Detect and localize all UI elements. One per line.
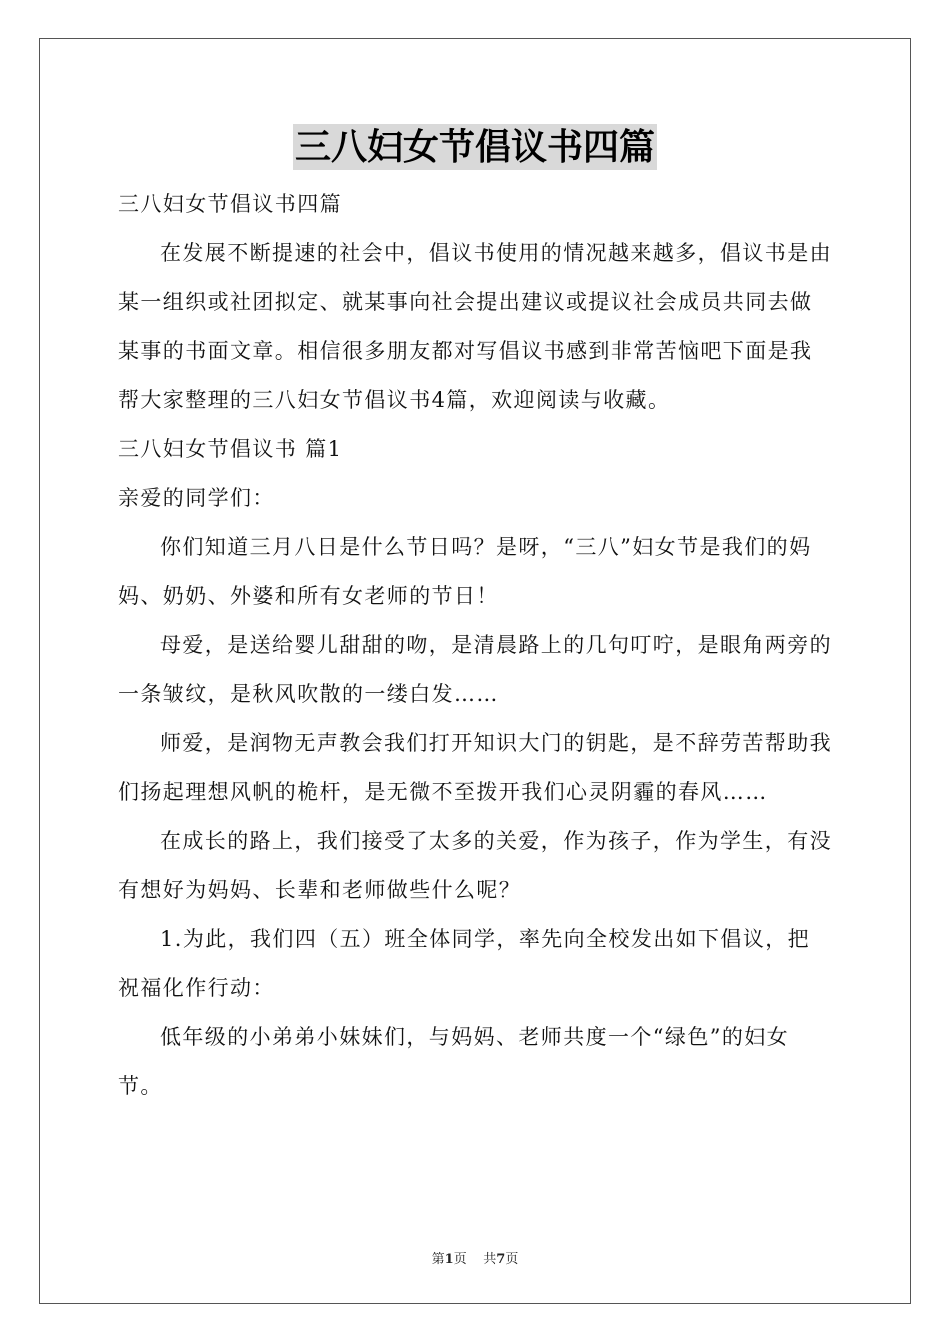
document-body	[118, 180, 832, 1111]
body-paragraph: 亲爱的同学们：	[118, 486, 275, 510]
page-footer	[0, 1248, 950, 1267]
body-paragraph: 在成长的路上，我们接受了太多的关爱，作为孩子，作为学生，有没有想好为妈妈、长辈和老师做些什么呢？	[118, 829, 832, 902]
footer-page-number: 1	[444, 1252, 454, 1267]
body-paragraph: 低年级的小弟弟小妹妹们，与妈妈、老师共度一个“绿色”的妇女节。	[118, 1025, 790, 1098]
document-title: 三八妇女节倡议书四篇	[294, 126, 655, 168]
body-paragraph: 三八妇女节倡议书 篇1	[118, 437, 343, 461]
body-paragraph: 你们知道三月八日是什么节日吗？是呀，“三八”妇女节是我们的妈妈、奶奶、外婆和所有女老师的节日！	[118, 535, 812, 608]
footer-page-suffix: 页	[453, 1252, 467, 1267]
body-paragraph: 三八妇女节倡议书四篇	[118, 192, 342, 216]
footer-total-pages: 7	[496, 1252, 506, 1267]
body-paragraph: 师爱，是润物无声教会我们打开知识大门的钥匙，是不辞劳苦帮助我们扬起理想风帆的桅杆，是无微不至拨开我们心灵阴霾的春风……	[118, 731, 832, 804]
body-paragraph: 在发展不断提速的社会中，倡议书使用的情况越来越多，倡议书是由某一组织或社团拟定、就某事向社会提出建议或提议社会成员共同去做某事的书面文章。相信很多朋友都对写倡议书感到非常苦恼吧下面是我帮大家整理的三八妇女节倡议书4篇，欢迎阅读与收藏。	[118, 241, 832, 412]
body-paragraph: 母爱，是送给婴儿甜甜的吻，是清晨路上的几句叮咛，是眼角两旁的一条皱纹，是秋风吹散的一缕白发……	[118, 633, 832, 706]
footer-total-suffix: 页	[505, 1252, 519, 1267]
footer-total-prefix: 共	[483, 1252, 497, 1267]
footer-page-prefix: 第	[431, 1252, 445, 1267]
body-paragraph: 1.为此，我们四（五）班全体同学，率先向全校发出如下倡议，把祝福化作行动：	[118, 927, 811, 1000]
title-container	[0, 124, 950, 170]
